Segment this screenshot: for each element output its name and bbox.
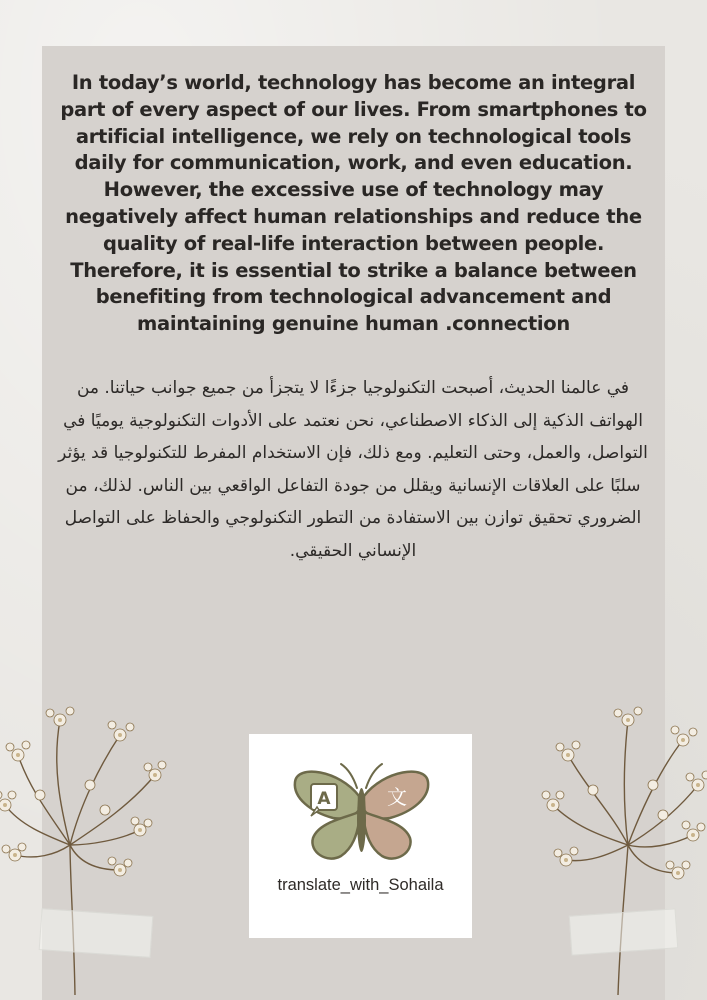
logo-latin-glyph: A [317,789,331,809]
tape-right [569,908,679,955]
tape-left [39,908,154,958]
logo-card [249,734,472,938]
logo-handle: translate_with_Sohaila [277,876,444,894]
arabic-paragraph: في عالمنا الحديث، أصبحت التكنولوجيا جزءًا لا يتجزأ من جميع جوانب حياتنا. من الهواتف الذكية إلى الذكاء الاصطناعي، نحن نعتمد على الأدوات التكنولوجية يوميًا في التواصل، والعمل، وحتى التعليم. ومع ذلك، فإن الاستخدام المفرط للتكنولوجيا قد يؤثر سلبًا على العلاقات الإنسانية ويقلل من جودة التفاعل الواقعي بين الناس. لذلك، من الضروري تحقيق توازن بين الاستفادة من التطور التكنولوجي والحفاظ على التواصل الإنساني الحقيقي. [58,378,648,561]
butterfly-logo-icon [289,760,434,870]
logo-cjk-glyph: 文 [387,785,407,809]
english-paragraph: In today’s world, technology has become an integral part of every aspect of our lives. From smartphones to artificial intelligence, we rely on technological tools daily for communication, work, and even education. However, the excessive use of technology may negatively affect human relationships and reduce the quality of real-life interaction between people. Therefore, it is essential to strike a balance between benefiting from technological advancement and maintaining genuine human .connection [60,71,647,336]
